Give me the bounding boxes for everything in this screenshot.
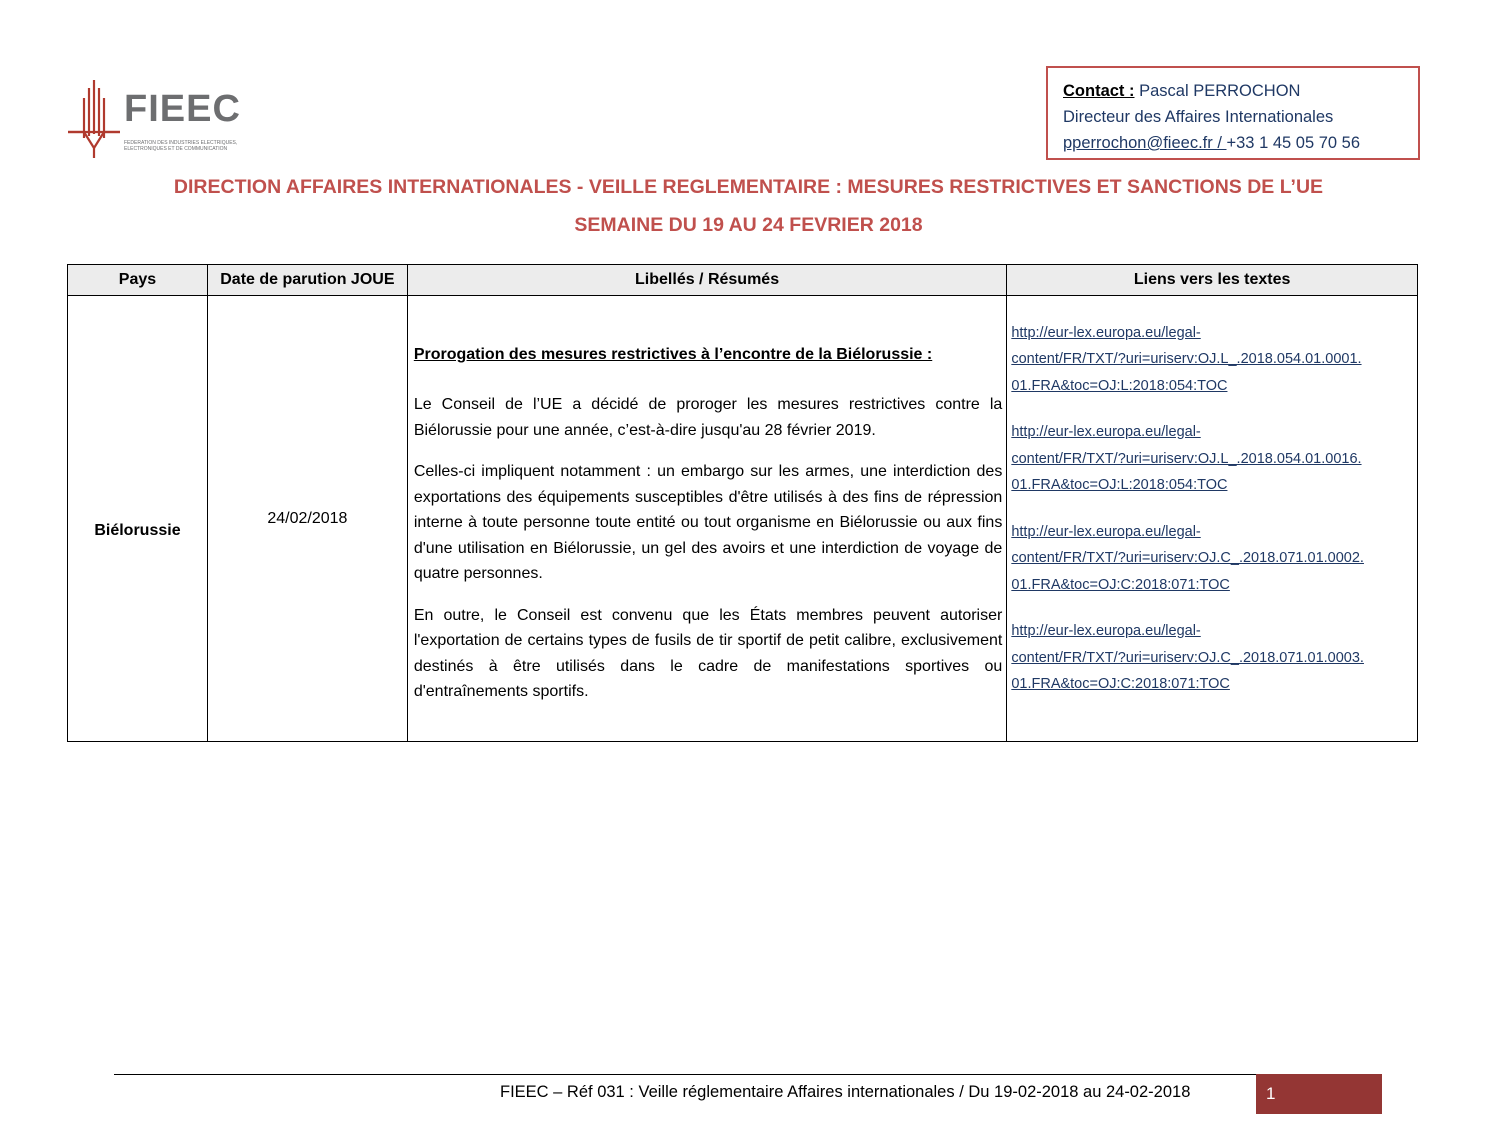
table-header-row: [68, 265, 1418, 296]
cell-summary: [407, 296, 1007, 742]
link-part: 01.FRA&toc=OJ:C:2018:071:TOC: [1011, 576, 1230, 593]
link-part: http://eur-lex.europa.eu/legal-: [1011, 623, 1201, 639]
summary-title: Prorogation des mesures restrictives à l’encontre de la Biélorussie :: [413, 346, 933, 364]
eurlex-link[interactable]: [1011, 623, 1364, 692]
page-number: 1: [1256, 1074, 1382, 1114]
summary-content: [414, 316, 1003, 705]
document-title: DIRECTION AFFAIRES INTERNATIONALES - VEILLE REGLEMENTAIRE : MESURES RESTRICTIVES ET SANCTIONS DE L’UE: [173, 176, 1324, 198]
logo-subtitle-line: ELECTRONIQUES ET DE COMMUNICATION: [124, 146, 228, 152]
link-block: [1011, 618, 1413, 698]
logo-wordmark: FIEEC: [124, 88, 241, 130]
fieec-logo: [66, 78, 256, 160]
contact-email-link[interactable]: pperrochon@fieec.fr /: [1063, 134, 1227, 152]
cell-links: [1007, 296, 1418, 742]
document-subtitle: SEMAINE DU 19 AU 24 FEVRIER 2018: [574, 214, 923, 236]
table-row: [68, 296, 1418, 742]
link-part: 01.FRA&toc=OJ:L:2018:054:TOC: [1011, 377, 1228, 394]
eurlex-link[interactable]: [1011, 524, 1364, 593]
logo-subtitle-line: FEDERATION DES INDUSTRIES ELECTRIQUES,: [124, 140, 238, 146]
eurlex-link[interactable]: [1011, 424, 1361, 493]
link-part: content/FR/TXT/?uri=uriserv:OJ.C_.2018.071.01.0002.: [1011, 550, 1364, 566]
link-part: http://eur-lex.europa.eu/legal-: [1011, 424, 1201, 440]
link-block: [1011, 419, 1413, 499]
footer-divider: [114, 1074, 1256, 1075]
link-block: [1011, 320, 1413, 400]
link-part: content/FR/TXT/?uri=uriserv:OJ.C_.2018.071.01.0003.: [1011, 649, 1364, 666]
cell-date: 24/02/2018: [207, 296, 407, 742]
link-part: http://eur-lex.europa.eu/legal-: [1011, 523, 1201, 540]
link-block: [1011, 519, 1413, 599]
contact-role: Directeur des Affaires Internationales: [1063, 108, 1334, 126]
header-date: Date de parution JOUE: [207, 265, 407, 296]
link-part: 01.FRA&toc=OJ:C:2018:071:TOC: [1011, 676, 1230, 692]
contact-box: [1046, 66, 1420, 160]
header-summary: Libellés / Résumés: [407, 265, 1007, 296]
contact-line: [1063, 78, 1418, 104]
contact-label: Contact :: [1063, 82, 1135, 100]
link-part: content/FR/TXT/?uri=uriserv:OJ.L_.2018.054.01.0001.: [1011, 351, 1362, 367]
contact-phone: +33 1 45 05 70 56: [1226, 134, 1360, 152]
link-part: http://eur-lex.europa.eu/legal-: [1011, 324, 1201, 341]
header-pays: Pays: [68, 265, 208, 296]
summary-paragraph: Le Conseil de l’UE a décidé de proroger les mesures restrictives contre la Biélorussie pour une année, c’est-à-dire jusqu'au 28 février 2019.: [413, 396, 1003, 439]
logo-subtitle: [124, 140, 254, 152]
header-links: Liens vers les textes: [1007, 265, 1418, 296]
link-part: content/FR/TXT/?uri=uriserv:OJ.L_.2018.054.01.0016.: [1011, 450, 1362, 467]
eurlex-link[interactable]: [1011, 325, 1361, 394]
link-part: 01.FRA&toc=OJ:L:2018:054:TOC: [1011, 477, 1228, 493]
cell-country: [68, 296, 208, 742]
contact-details: [1063, 130, 1418, 156]
sanctions-table: [67, 264, 1418, 742]
summary-paragraph: Celles-ci impliquent notamment : un embargo sur les armes, une interdiction des exportations des équipements susceptibles d'être utilisés à des fins de répression interne à toute personne toute entité ou tout organisme en Biélorussie ou aux fins d'une utilisation en Biélorussie, un gel des avoirs et une interdiction de voyage de quatre personnes.: [413, 463, 1003, 583]
contact-name: Pascal PERROCHON: [1134, 82, 1301, 100]
summary-paragraph: En outre, le Conseil est convenu que les États membres peuvent autoriser l'exportation de certains types de fusils de tir sportif de petit calibre, exclusivement destinés à être utilisés dans le cadre de manifestations sportives ou d'entraînements sportifs.: [413, 606, 1003, 701]
country-name: Biélorussie: [94, 521, 181, 539]
footer-text: FIEEC – Réf 031 : Veille réglementaire Affaires internationales / Du 19-02-2018 au 24-02-2018: [500, 1083, 1191, 1101]
fieec-mark-icon: [66, 78, 124, 160]
